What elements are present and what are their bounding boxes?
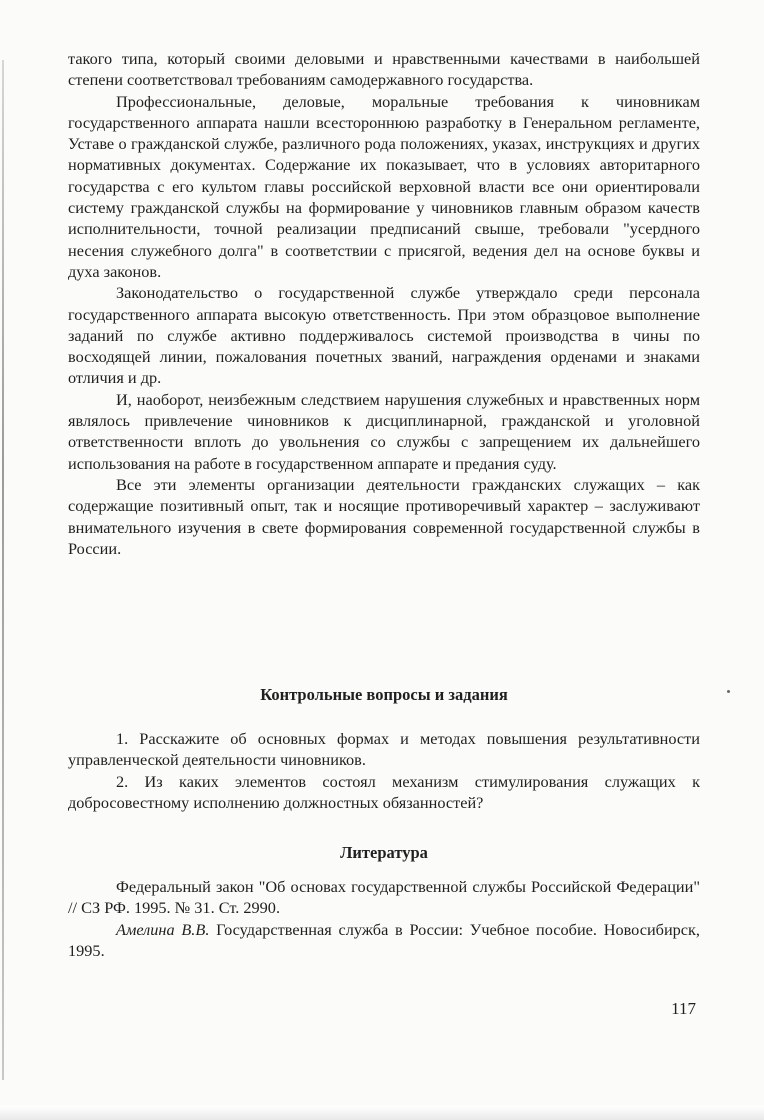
questions-list: [68, 728, 700, 813]
literature-item: [68, 919, 700, 962]
page-number: 117: [671, 999, 696, 1018]
literature-text: Государственная служба в России: Учебное пособие. Новосибирск, 1995.: [68, 919, 700, 960]
literature-item: [68, 876, 700, 919]
question-item: 1. Расскажите об основных формах и методах повышения результативности управленческой деятельности чиновников.: [68, 729, 700, 770]
scan-speck: [727, 690, 730, 693]
main-text: [68, 48, 700, 559]
scan-left-edge: [2, 60, 4, 1080]
scan-bottom-edge: [0, 1106, 764, 1120]
literature-author: Амелина В.В.: [116, 919, 210, 939]
paragraph: Законодательство о государственной службе утверждало среди персонала государственного аппарата высокую ответственность. При этом образцовое выполнение заданий по службе активно поддерживалось системой производства в чины по восходящей линии, пожалования почетных званий, награждения орденами и знаками отличия и др.: [68, 283, 700, 388]
paragraph: Профессиональные, деловые, моральные требования к чиновникам государственного аппарата нашли всестороннюю разработку в Генеральном регламенте, Уставе о гражданской службе, различного рода положениях, указах, инструкциях и других нормативных документах. Содержание их показывает, что в условиях авторитарного государства с его культом главы российской верховной власти все они ориентировали систему гражданской службы на формирование у чиновников главным образом качеств исполнительности, точной реализации предписаний свыше, требовали "усердного несения служебного долга" в соответствии с присягой, ведения дел на основе буквы и духа законов.: [68, 91, 700, 281]
literature-heading: Литература: [340, 843, 428, 862]
paragraph: И, наоборот, неизбежным следствием нарушения служебных и нравственных норм являлось привлечение чиновников к дисциплинарной, гражданской и уголовной ответственности вплоть до увольнения со службы с запрещением их дальнейшего использования на работе в государственном аппарате и предания суду.: [68, 389, 700, 473]
paragraph: такого типа, который своими деловыми и нравственными качествами в наибольшей степени соответствовал требованиям самодержавного государства.: [68, 49, 700, 90]
literature-text: Федеральный закон "Об основах государственной службы Российской Федерации" // СЗ РФ. 1995. № 31. Ст. 2990.: [68, 877, 700, 918]
questions-heading: Контрольные вопросы и задания: [260, 685, 508, 704]
question-item: 2. Из каких элементов состоял механизм стимулирования служащих к добросовестному исполнению должностных обязанностей?: [68, 771, 700, 812]
literature-list: [68, 876, 700, 961]
paragraph: Все эти элементы организации деятельности гражданских служащих – как содержащие позитивный опыт, так и носящие противоречивый характер – заслуживают внимательного изучения в свете формирования современной государственной службы в России.: [68, 474, 700, 558]
